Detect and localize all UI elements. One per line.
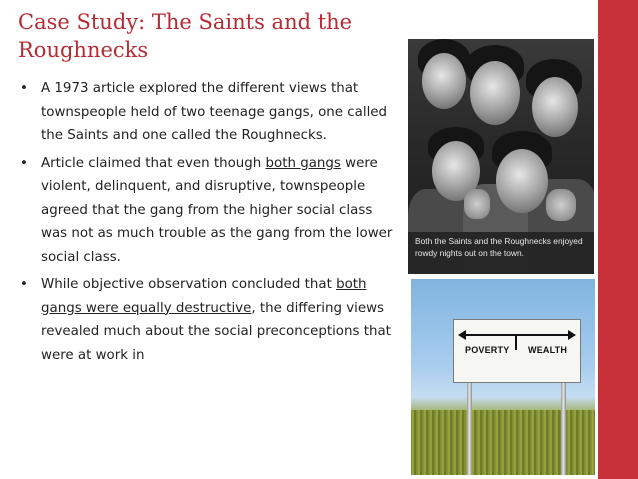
- arrow-right-head: [568, 330, 576, 340]
- sign-label-poverty: POVERTY: [465, 345, 510, 355]
- bullet-item-3: [20, 273, 398, 367]
- bullet-dot: •: [20, 81, 28, 96]
- photo-face: [532, 77, 578, 137]
- photo-face: [496, 149, 548, 213]
- bullet-text-post: were violent, delinquent, and disruptive, townspeople agreed that the gang from the higher social class was not as much trouble as the gang from the lower social class.: [41, 155, 393, 265]
- bullet-text: A 1973 article explored the different views that townspeople held of two teenage gangs, one called the Saints and one called the Roughnecks.: [41, 81, 388, 143]
- grass: [411, 410, 595, 475]
- photo-face: [470, 61, 520, 125]
- sign-label-wealth: WEALTH: [528, 345, 568, 355]
- arrow-left-head: [458, 330, 466, 340]
- bullet-text-underlined: both gangs were equally destructive: [41, 277, 367, 316]
- bullet-item-2: [20, 152, 398, 270]
- poverty-wealth-sign-photo: [411, 279, 595, 475]
- photo-caption: Both the Saints and the Roughnecks enjoyed rowdy nights out on the town.: [415, 236, 583, 258]
- bullet-text-pre: Article claimed that even though: [41, 155, 266, 171]
- bullet-text-pre: While objective observation concluded that: [41, 277, 337, 292]
- photo-hand: [546, 189, 576, 221]
- photo-face: [422, 53, 466, 109]
- bullet-text-underlined: both gangs: [265, 155, 341, 171]
- bullet-item-1: [20, 77, 398, 148]
- bullet-dot: •: [20, 277, 28, 292]
- bullet-dot: •: [20, 155, 28, 171]
- sign-post-right: [561, 379, 566, 475]
- photo-hand: [464, 189, 490, 219]
- slide-title: Case Study: The Saints and the Roughnecks: [18, 10, 353, 62]
- accent-bar: [598, 0, 638, 479]
- bullet-list: [20, 77, 398, 371]
- arrow-stem: [515, 334, 517, 350]
- bullet-text-post: , the differing views revealed much about the social preconceptions that were at work in: [41, 300, 391, 363]
- sign-post-left: [467, 379, 472, 475]
